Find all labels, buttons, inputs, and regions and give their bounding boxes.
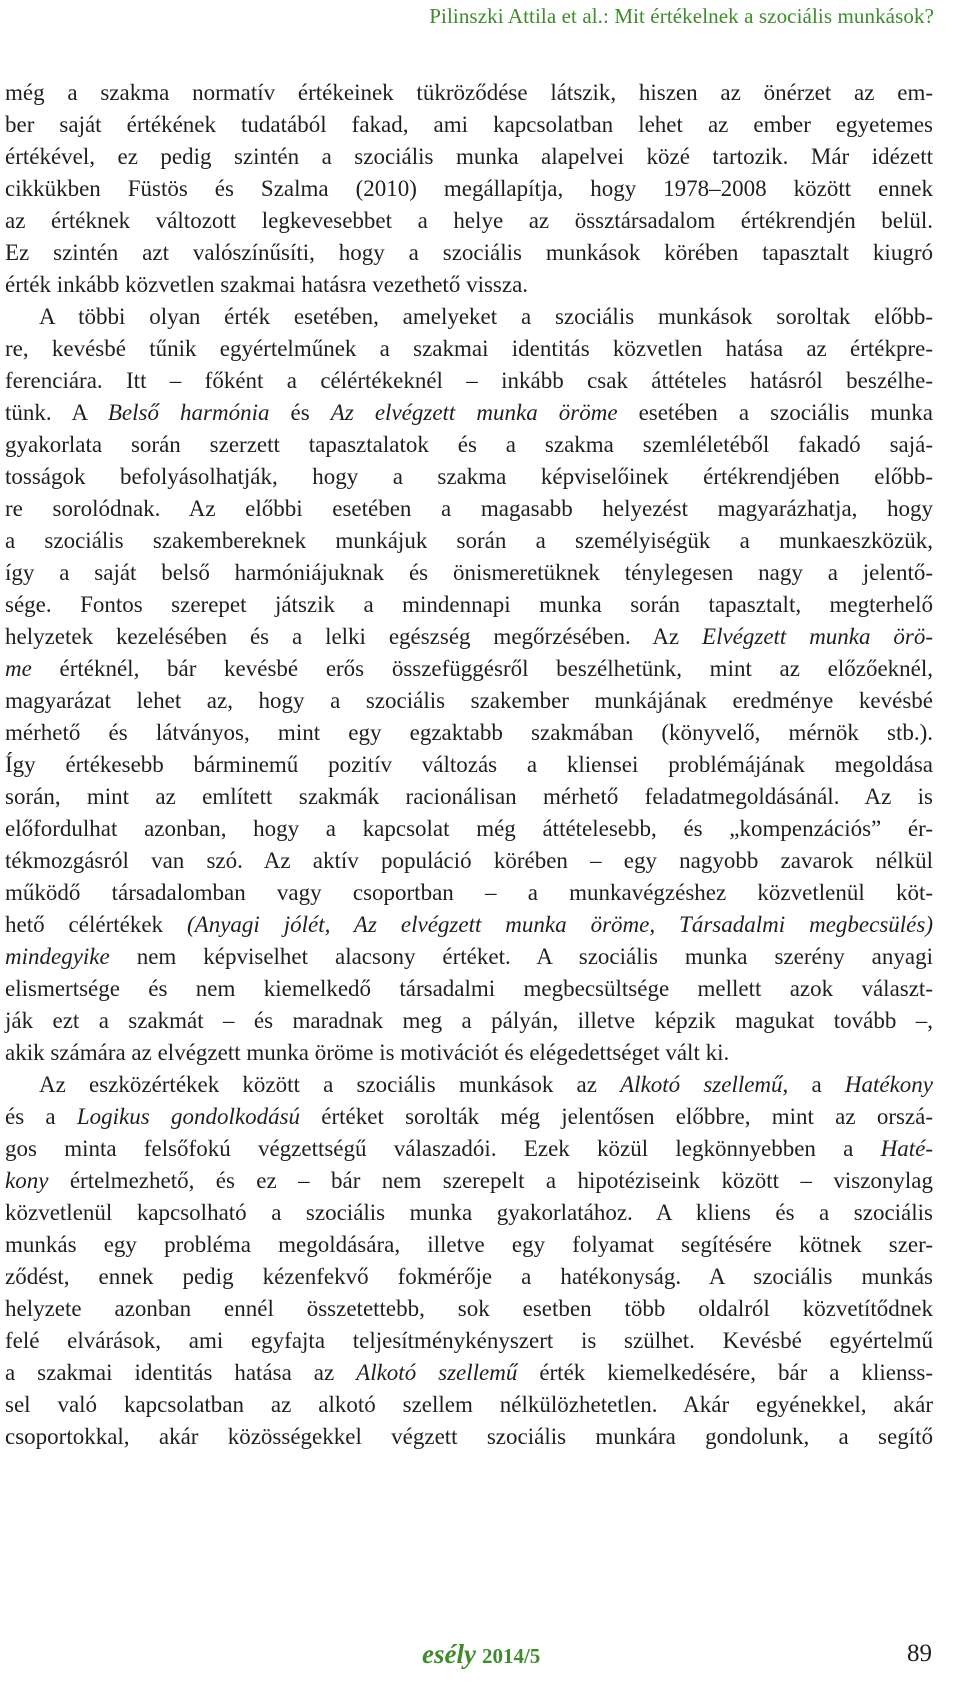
text-line bbox=[5, 1293, 933, 1325]
text-line bbox=[5, 909, 933, 941]
text-line bbox=[5, 141, 933, 173]
text-line bbox=[5, 1197, 933, 1229]
text-line bbox=[5, 589, 933, 621]
italic-text: Az elvégzett munka öröme bbox=[330, 400, 618, 425]
text-run: gyakorlata során szerzett tapasztalatok és a szakma szemléletéből fakadó sajá- bbox=[5, 432, 933, 457]
text-run: helyzetek kezelésében és a lelki egészség megőrzésében. Az bbox=[5, 624, 703, 649]
text-run: sége. Fontos szerepet játszik a mindennapi munka során tapasztalt, megterhelő bbox=[5, 592, 933, 617]
text-run: cikkükben Füstös és Szalma (2010) megállapítja, hogy 1978–2008 között ennek bbox=[5, 176, 933, 201]
text-run: és a bbox=[5, 1104, 77, 1129]
text-run: akik számára az elvégzett munka öröme is motivációt és elégedettséget vált ki. bbox=[5, 1040, 730, 1065]
text-run: re sorolódnak. Az előbbi esetében a magasabb helyezést magyarázhatja, hogy bbox=[5, 496, 933, 521]
text-run: értéknél, bár kevésbé erős összefüggésről beszélhetünk, mint az előzőeknél, bbox=[31, 656, 933, 681]
italic-text: Hatékony bbox=[844, 1072, 933, 1097]
text-line bbox=[5, 237, 933, 269]
text-line bbox=[5, 461, 933, 493]
text-run: mérhető és látványos, mint egy egzaktabb szakmában (könyvelő, mérnök stb.). bbox=[5, 720, 933, 745]
italic-text: Logikus gondolkodású bbox=[76, 1104, 301, 1129]
text-run: tünk. A bbox=[5, 400, 108, 425]
text-run: nem képviselhet alacsony értéket. A szociális munka szerény anyagi bbox=[109, 944, 933, 969]
italic-text: Elvégzett munka örö- bbox=[702, 624, 934, 649]
text-run: ják ezt a szakmát – és maradnak meg a pályán, illetve képzik magukat tovább –, bbox=[5, 1008, 933, 1033]
journal-name: esély bbox=[422, 1639, 476, 1669]
text-line bbox=[5, 173, 933, 205]
text-line bbox=[5, 269, 933, 301]
text-line bbox=[5, 845, 933, 877]
text-run: tékmozgásról van szó. Az aktív populáció körében – egy nagyobb zavarok nélkül bbox=[5, 848, 933, 873]
text-run: Így értékesebb bárminemű pozitív változás a kliensei problémájának megoldása bbox=[5, 752, 933, 777]
text-line bbox=[5, 557, 933, 589]
text-line bbox=[5, 781, 933, 813]
text-line bbox=[5, 749, 933, 781]
italic-text: mindegyike bbox=[5, 944, 110, 969]
text-run: a szakmai identitás hatása az bbox=[5, 1360, 357, 1385]
text-line bbox=[5, 685, 933, 717]
italic-text: Alkotó szellemű bbox=[620, 1072, 783, 1097]
text-run: a szociális szakembereknek munkájuk során a személyiségük a munkaeszközük, bbox=[5, 528, 933, 553]
text-run: működő társadalomban vagy csoportban – a munkavégzéshez közvetlenül köt- bbox=[5, 880, 933, 905]
italic-text: me bbox=[5, 656, 32, 681]
text-run: helyzete azonban ennél összetettebb, sok esetben több oldalról közvetítődnek bbox=[5, 1296, 933, 1321]
text-run: hető célértékek bbox=[5, 912, 187, 937]
text-run: re, kevésbé tűnik egyértelműnek a szakmai identitás közvetlen hatása az értékpre- bbox=[5, 336, 933, 361]
text-run: munkás egy probléma megoldására, illetve egy folyamat segítésére kötnek szer- bbox=[5, 1232, 933, 1257]
text-line bbox=[5, 1389, 933, 1421]
text-run: közvetlenül kapcsolható a szociális munka gyakorlatához. A kliens és a szociális bbox=[5, 1200, 933, 1225]
text-run: értelmezhető, és ez – bár nem szerepelt a hipotéziseink között – viszonylag bbox=[48, 1168, 933, 1193]
italic-text: (Anyagi jólét, Az elvégzett munka öröme, Társadalmi megbecsülés) bbox=[187, 912, 933, 937]
text-line bbox=[5, 397, 933, 429]
italic-text: Alkotó szellemű bbox=[356, 1360, 518, 1385]
text-line bbox=[5, 621, 933, 653]
text-line bbox=[5, 653, 933, 685]
text-line bbox=[5, 205, 933, 237]
text-run: A többi olyan érték esetében, amelyeket a szociális munkások soroltak előbb- bbox=[39, 304, 933, 329]
text-run: értékével, ez pedig szintén a szociális munka alapelvei közé tartozik. Már idézett bbox=[5, 144, 933, 169]
text-run: , a bbox=[782, 1072, 845, 1097]
text-run: gos minta felsőfokú végzettségű válaszadói. Ezek közül legkönnyebben a bbox=[5, 1136, 881, 1161]
text-run: Az eszközértékek között a szociális munkások az bbox=[39, 1072, 621, 1097]
text-line bbox=[5, 1229, 933, 1261]
text-run: felé elvárások, ami egyfajta teljesítménykényszert is szülhet. Kevésbé egyértelmű bbox=[5, 1328, 933, 1353]
text-line bbox=[5, 1325, 933, 1357]
text-line bbox=[5, 973, 933, 1005]
text-line bbox=[5, 333, 933, 365]
text-line bbox=[5, 1133, 933, 1165]
text-run: során, mint az említett szakmák racionálisan mérhető feladatmegoldásánál. Az is bbox=[5, 784, 933, 809]
text-run: Ez szintén azt valószínűsíti, hogy a szociális munkások körében tapasztalt kiugró bbox=[5, 240, 933, 265]
text-line bbox=[5, 877, 933, 909]
text-line bbox=[5, 109, 933, 141]
text-run: érték kiemelkedésére, bár a klienss- bbox=[517, 1360, 933, 1385]
text-run: érték inkább közvetlen szakmai hatásra vezethető vissza. bbox=[5, 272, 529, 297]
text-run: sel való kapcsolatban az alkotó szellem nélkülözhetetlen. Akár egyénekkel, akár bbox=[5, 1392, 933, 1417]
text-line bbox=[5, 493, 933, 525]
running-head: Pilinszki Attila et al.: Mit értékelnek a szociális munkások? bbox=[429, 4, 934, 28]
page-number: 89 bbox=[907, 1640, 932, 1667]
text-run: esetében a szociális munka bbox=[617, 400, 933, 425]
text-line bbox=[5, 1421, 933, 1453]
text-line bbox=[5, 717, 933, 749]
text-run: ferenciára. Itt – főként a célértékeknél – inkább csak áttételes hatásról beszélhe- bbox=[5, 368, 933, 393]
text-line bbox=[5, 429, 933, 461]
text-run: ber saját értékének tudatából fakad, ami kapcsolatban lehet az ember egyetemes bbox=[5, 112, 933, 137]
text-run: így a saját belső harmóniájuknak és önismeretüknek ténylegesen nagy a jelentő- bbox=[5, 560, 933, 585]
text-line bbox=[5, 941, 933, 973]
text-run: elismertsége és nem kiemelkedő társadalmi megbecsültsége mellett azok választ- bbox=[5, 976, 933, 1001]
text-line bbox=[5, 813, 933, 845]
text-run: előfordulhat azonban, hogy a kapcsolat még áttételesebb, és „kompenzációs” ér- bbox=[5, 816, 933, 841]
italic-text: Haté- bbox=[880, 1136, 933, 1161]
text-line bbox=[5, 525, 933, 557]
text-line bbox=[5, 1069, 933, 1101]
text-line bbox=[5, 365, 933, 397]
text-line bbox=[5, 1357, 933, 1389]
text-run: ződést, ennek pedig kézenfekvő fokmérője a hatékonyság. A szociális munkás bbox=[5, 1264, 933, 1289]
journal-issue: 2014/5 bbox=[481, 1644, 541, 1668]
italic-text: kony bbox=[5, 1168, 49, 1193]
text-run: az értéknek változott legkevesebbet a helye az össztársadalom értékrendjén belül. bbox=[5, 208, 933, 233]
text-run: értéket sorolták még jelentősen előbbre, mint az orszá- bbox=[300, 1104, 934, 1129]
text-line bbox=[5, 1165, 933, 1197]
text-line bbox=[5, 1005, 933, 1037]
text-run: tosságok befolyásolhatják, hogy a szakma képviselőinek értékrendjében előbb- bbox=[5, 464, 933, 489]
text-line bbox=[5, 1261, 933, 1293]
text-run: magyarázat lehet az, hogy a szociális szakember munkájának eredménye kevésbé bbox=[5, 688, 933, 713]
italic-text: Belső harmónia bbox=[107, 400, 270, 425]
body-text bbox=[5, 77, 933, 1453]
text-line bbox=[5, 1037, 933, 1069]
text-run: csoportokkal, akár közösségekkel végzett szociális munkára gondolunk, a segítő bbox=[5, 1424, 933, 1449]
footer-journal bbox=[422, 1639, 540, 1670]
text-run: még a szakma normatív értékeinek tükröződése látszik, hiszen az önérzet az em- bbox=[5, 80, 933, 105]
text-line bbox=[5, 301, 933, 333]
text-line bbox=[5, 77, 933, 109]
text-run: és bbox=[269, 400, 331, 425]
text-line bbox=[5, 1101, 933, 1133]
